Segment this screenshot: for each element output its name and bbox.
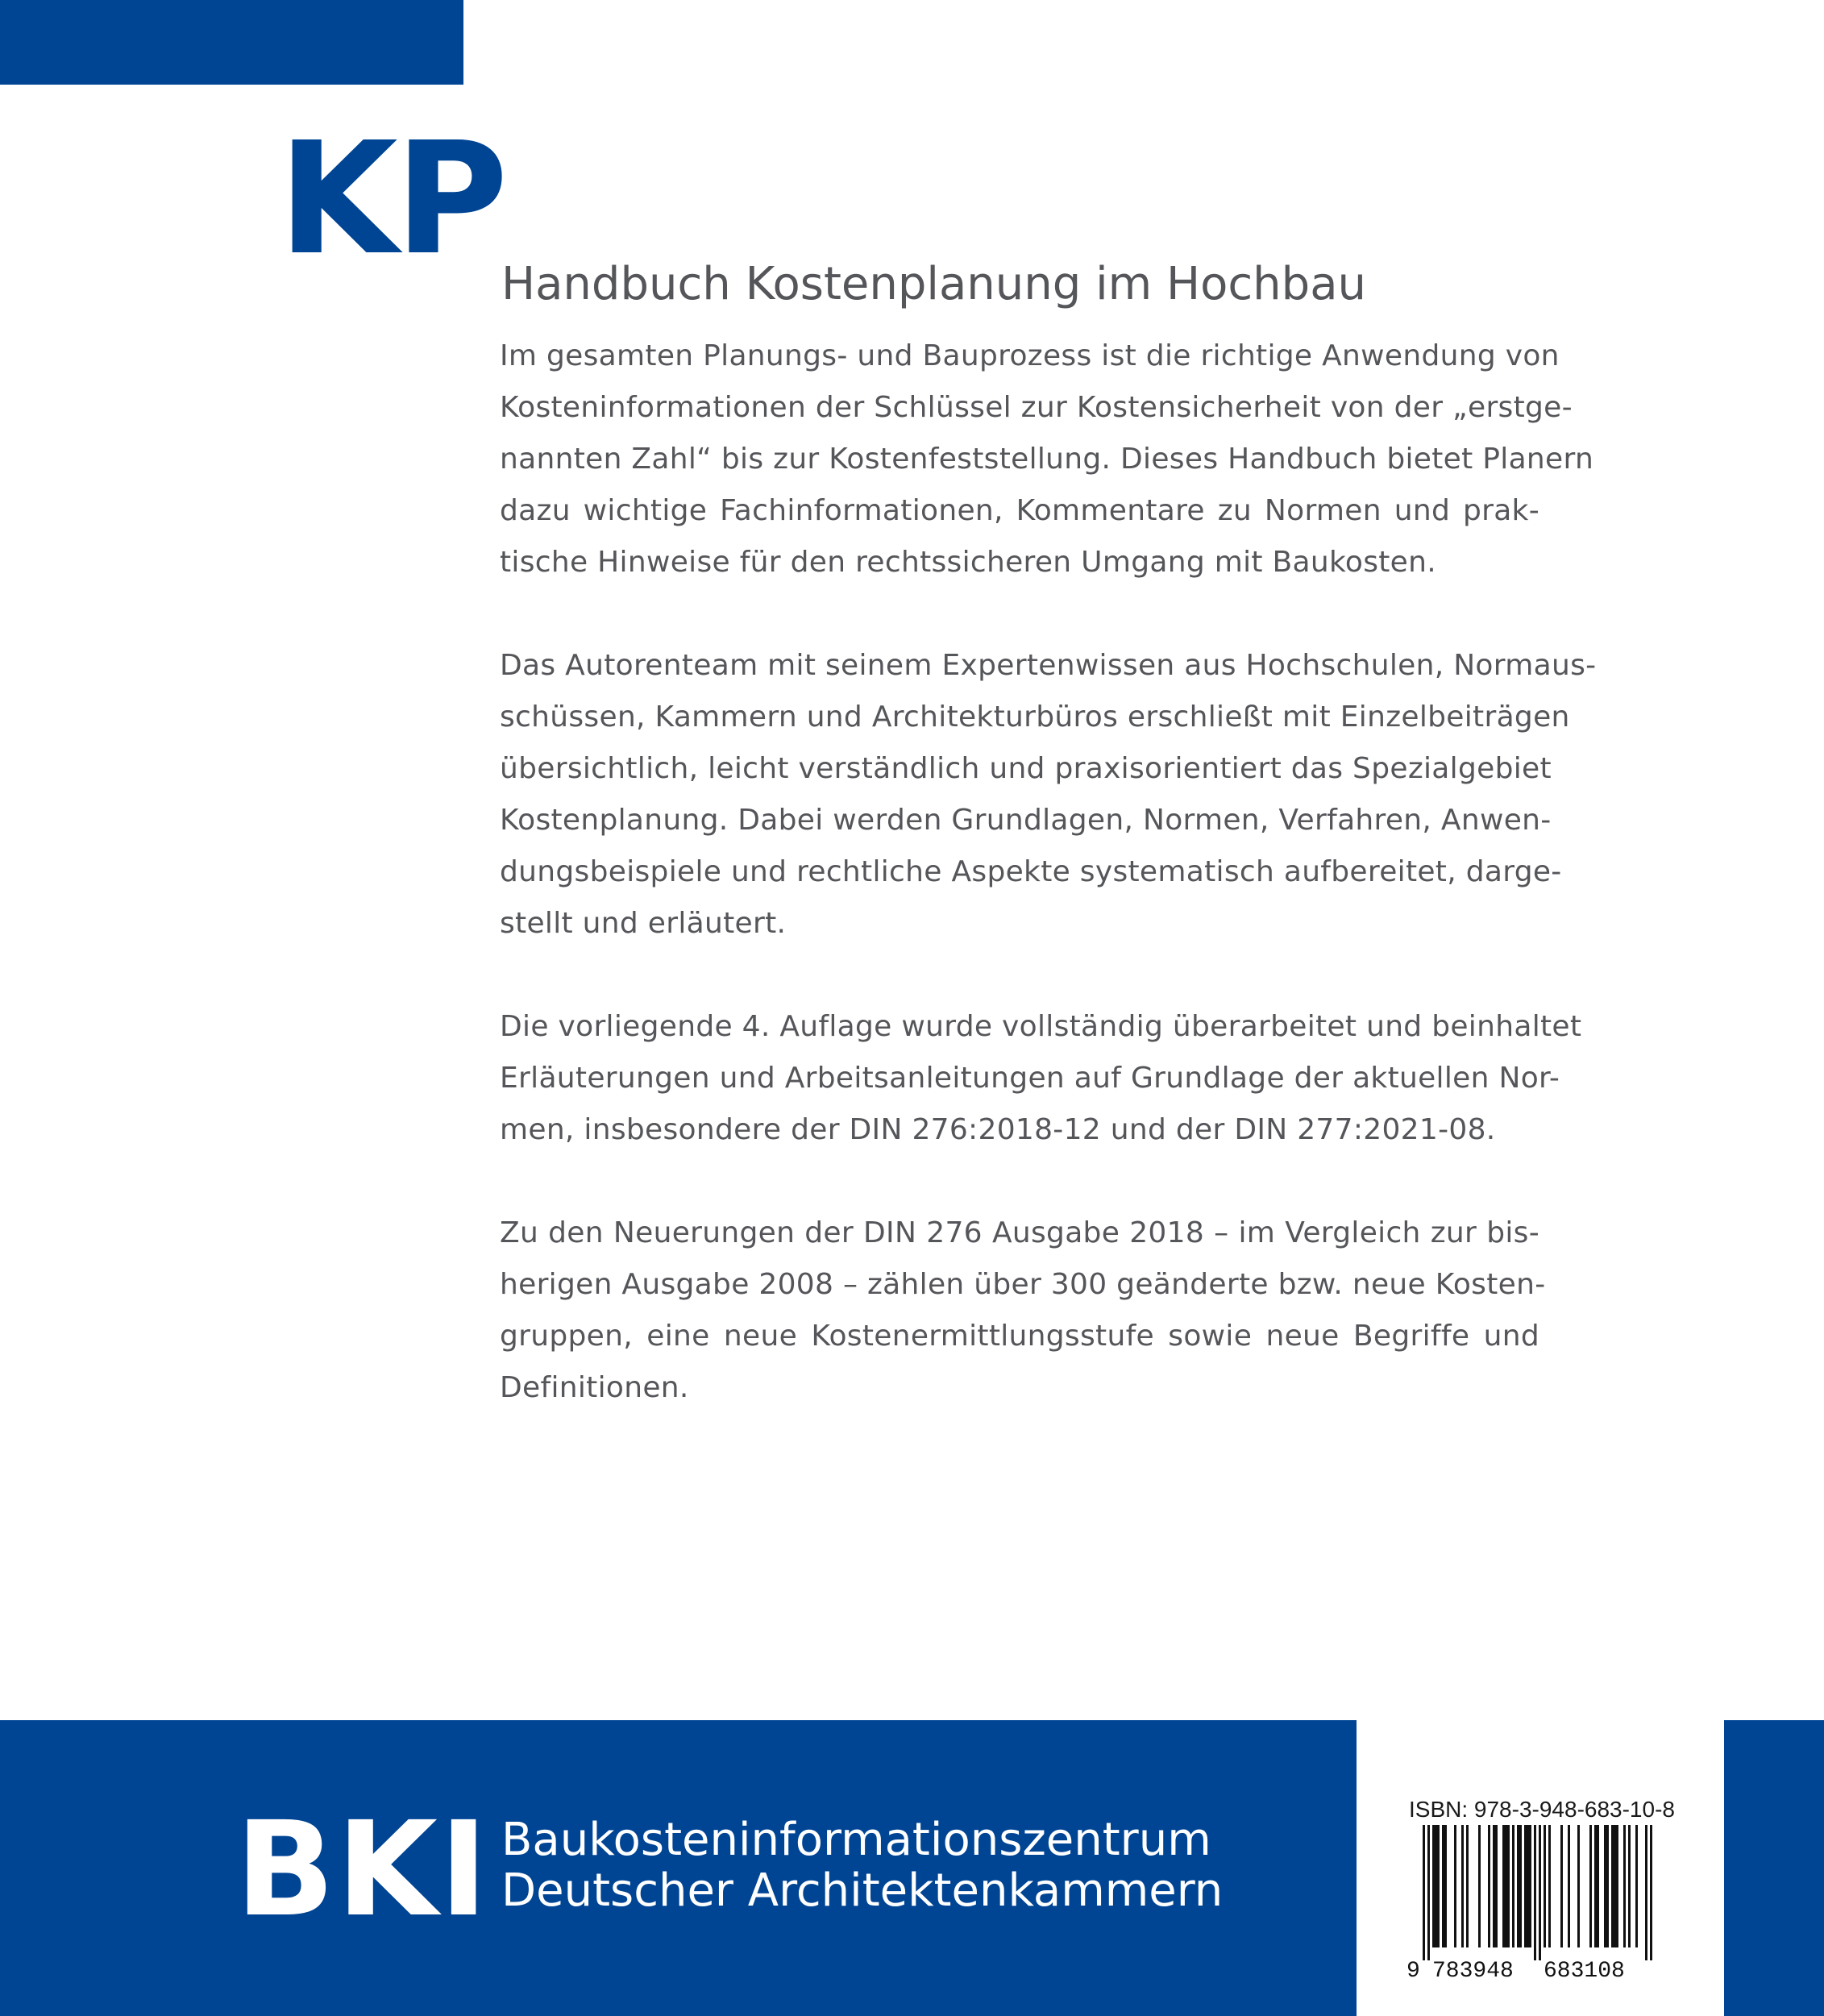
- blurb-line: dungsbeispiele und rechtliche Aspekte systematisch aufbereitet, darge-: [500, 855, 1562, 888]
- barcode-bar: [1616, 1825, 1618, 1947]
- barcode-bar: [1493, 1825, 1495, 1947]
- barcode-bar: [1524, 1825, 1527, 1947]
- barcode-bar: [1614, 1825, 1616, 1947]
- barcode-bar: [1488, 1825, 1490, 1947]
- barcode-bar: [1589, 1825, 1592, 1947]
- barcode-bar: [1568, 1825, 1570, 1947]
- isbn-label: ISBN: 978-3-948-683-10-8: [1409, 1797, 1675, 1822]
- bki-logo: BKI: [235, 1814, 490, 1918]
- barcode-bar: [1512, 1825, 1514, 1947]
- barcode-bar: [1594, 1825, 1597, 1947]
- blurb-text: [500, 330, 1597, 1465]
- barcode-bar: [1548, 1825, 1551, 1947]
- barcode-bar: [1454, 1825, 1456, 1947]
- barcode-bar: [1432, 1825, 1435, 1947]
- blurb-line: men, insbesondere der DIN 276:2018-12 und der DIN 277:2021-08.: [500, 1113, 1496, 1146]
- barcode-bar: [1645, 1825, 1647, 1960]
- barcode-bar: [1628, 1825, 1631, 1947]
- blurb-line: Die vorliegende 4. Auflage wurde vollständig überarbeitet und beinhaltet: [500, 1010, 1582, 1043]
- barcode-bar: [1444, 1825, 1447, 1947]
- blurb-line: herigen Ausgabe 2008 – zählen über 300 geänderte bzw. neue Kosten-: [500, 1268, 1546, 1301]
- barcode-bar: [1502, 1825, 1505, 1947]
- barcode-bar: [1461, 1825, 1464, 1947]
- barcode-bar: [1529, 1825, 1531, 1947]
- blurb-line: nannten Zahl“ bis zur Kostenfeststellung. Dieses Handbuch bietet Planern: [500, 443, 1594, 476]
- barcode-digits: 783948: [1432, 1959, 1514, 1984]
- blurb-paragraph: [500, 1208, 1546, 1414]
- barcode-bar: [1423, 1825, 1425, 1960]
- publisher-name-line-2: Deutscher Architektenkammern: [501, 1864, 1224, 1917]
- barcode-bar: [1650, 1825, 1652, 1960]
- blurb-line: übersichtlich, leicht verständlich und praxisorientiert das Spezialgebiet: [500, 752, 1552, 785]
- blurb-line: Kostenplanung. Dabei werden Grundlagen, Normen, Verfahren, Anwen-: [500, 804, 1552, 837]
- blurb-line: gruppen, eine neue Kostenermittlungsstufe sowie neue Begriffe und: [500, 1320, 1539, 1353]
- blurb-line: Zu den Neuerungen der DIN 276 Ausgabe 2018 – im Vergleich zur bis-: [500, 1216, 1539, 1249]
- blurb-line: dazu wichtige Fachinformationen, Kommentare zu Normen und prak-: [500, 494, 1539, 527]
- barcode-digits: 9: [1406, 1959, 1420, 1984]
- barcode-bar: [1442, 1825, 1444, 1947]
- barcode-bar: [1635, 1825, 1638, 1947]
- blurb-line: Kosteninformationen der Schlüssel zur Kostensicherheit von der „erstge-: [500, 391, 1573, 424]
- kp-badge: KP: [278, 110, 505, 289]
- top-accent-bar: [0, 0, 463, 85]
- book-title: Handbuch Kostenplanung im Hochbau: [501, 258, 1367, 310]
- barcode-bar: [1507, 1825, 1510, 1947]
- publisher-name-line-1: Baukosteninformationszentrum: [501, 1814, 1211, 1866]
- blurb-paragraph: [500, 640, 1597, 950]
- barcode-bar: [1611, 1825, 1614, 1947]
- barcode-bar: [1466, 1825, 1469, 1947]
- isbn-barcode: [1405, 1825, 1663, 1986]
- blurb-paragraph: [500, 1001, 1582, 1156]
- barcode-digits: 683108: [1544, 1959, 1625, 1984]
- barcode-bar: [1437, 1825, 1440, 1947]
- barcode-bar: [1505, 1825, 1507, 1947]
- blurb-line: Definitionen.: [500, 1371, 689, 1404]
- barcode-bar: [1527, 1825, 1529, 1947]
- barcode-bar: [1534, 1825, 1536, 1960]
- barcode-bar: [1539, 1825, 1541, 1960]
- blurb-paragraph: [500, 330, 1594, 588]
- barcode-panel: [1357, 1720, 1724, 2016]
- barcode-bar: [1435, 1825, 1437, 1947]
- barcode-bar: [1495, 1825, 1498, 1947]
- barcode-bar: [1577, 1825, 1580, 1947]
- barcode-bar: [1427, 1825, 1430, 1960]
- barcode-bar: [1606, 1825, 1609, 1947]
- blurb-line: schüssen, Kammern und Architekturbüros erschließt mit Einzelbeiträgen: [500, 700, 1570, 734]
- blurb-line: tische Hinweise für den rechtssicheren Umgang mit Baukosten.: [500, 546, 1436, 579]
- barcode-bar: [1597, 1825, 1599, 1947]
- blurb-line: Das Autorenteam mit seinem Expertenwissen aus Hochschulen, Normaus-: [500, 649, 1597, 682]
- blurb-line: Im gesamten Planungs- und Bauprozess ist die richtige Anwendung von: [500, 339, 1560, 372]
- barcode-bar: [1623, 1825, 1626, 1947]
- blurb-line: Erläuterungen und Arbeitsanleitungen auf Grundlage der aktuellen Nor-: [500, 1062, 1560, 1095]
- blurb-line: stellt und erläutert.: [500, 907, 787, 940]
- barcode-bar: [1519, 1825, 1522, 1947]
- barcode-bar: [1478, 1825, 1481, 1947]
- barcode-bar: [1517, 1825, 1519, 1947]
- barcode-bar: [1604, 1825, 1606, 1947]
- barcode-bar: [1544, 1825, 1546, 1947]
- barcode-bar: [1560, 1825, 1563, 1947]
